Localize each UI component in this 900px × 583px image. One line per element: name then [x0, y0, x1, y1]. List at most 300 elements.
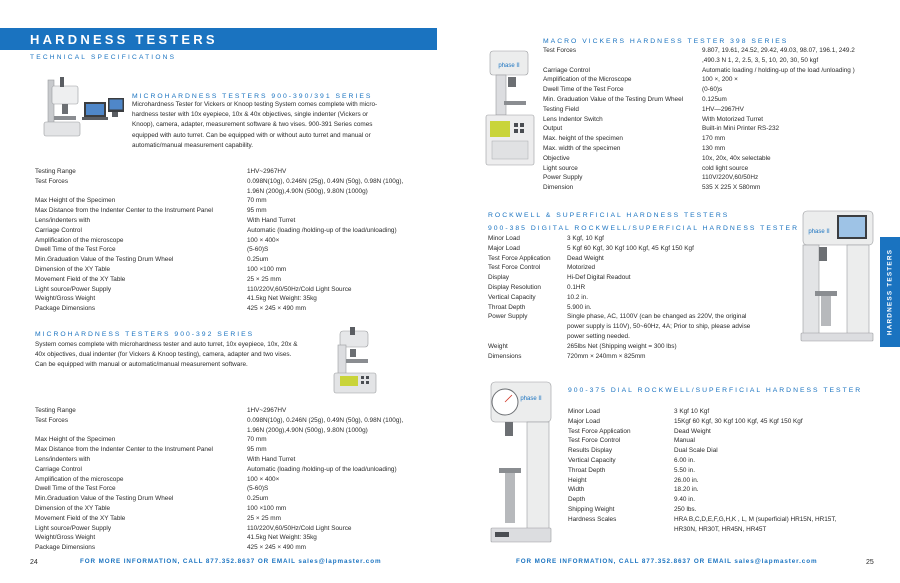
spec-row: [35, 445, 435, 455]
spec-table-900-375: [568, 407, 888, 534]
spec-row: [35, 177, 435, 197]
spec-label: Weight/Gross Weight: [35, 534, 96, 542]
spec-value: [702, 95, 883, 105]
spec-label: Testing Field: [543, 105, 579, 113]
spec-row: [488, 234, 778, 244]
spec-label: Test Force Application: [488, 254, 551, 262]
digital-rockwell-tester-image: [797, 205, 879, 345]
spec-label: Carriage Control: [35, 226, 82, 234]
spec-label: Depth: [568, 496, 586, 504]
spec-label: Vertical Capacity: [488, 293, 536, 301]
spec-value-line: 3 Kgf 10 Kgf: [674, 408, 710, 415]
spec-value: [567, 303, 778, 313]
spec-label: Width: [568, 486, 585, 494]
spec-value: [702, 85, 883, 95]
spec-row: [35, 275, 435, 285]
spec-row: [543, 105, 883, 115]
spec-row: [35, 304, 435, 314]
spec-value: [247, 236, 435, 246]
spec-value-line: 170 mm: [702, 135, 726, 143]
spec-value-line: 1HV~2967HV: [247, 168, 287, 175]
spec-row: [35, 255, 435, 265]
spec-row: [35, 236, 435, 246]
spec-label: Carriage Control: [543, 66, 590, 74]
spec-table-900-392: [35, 406, 435, 553]
spec-row: [35, 475, 435, 485]
section-title-900-375: 900-375 DIAL ROCKWELL/SUPERFICIAL HARDNESS TESTER: [568, 387, 863, 394]
section-subtitle: TECHNICAL SPECIFICATIONS: [30, 54, 177, 61]
spec-row: [543, 124, 883, 134]
spec-value: [567, 234, 778, 244]
spec-value-line: 15Kgf 60 Kgf, 30 Kgf 100 Kgf, 45 Kgf 150 Kgf: [674, 417, 803, 425]
spec-value-line: 10.2 in.: [567, 293, 588, 301]
spec-value: [247, 533, 435, 543]
description-line: 40x objectives, dual indenter (for Vickers & Knoop testing), camera, adapter and two vises.: [35, 351, 292, 359]
spec-row: [488, 352, 778, 362]
spec-value-line: 0.125um: [702, 95, 727, 103]
spec-value-line: ,490.3 N 1, 2, 2.5, 3, 5, 10, 20, 30, 50 kgf: [702, 56, 819, 64]
spec-value: [567, 312, 778, 341]
spec-value: [247, 177, 435, 197]
spec-value: [674, 417, 888, 427]
spec-value-line: Automatic loading / holding-up of the load /unloading ): [702, 66, 855, 74]
spec-value-line: 70 mm: [247, 197, 267, 205]
spec-value-line: 110/220V,60/50Hz/Cold Light Source: [247, 285, 352, 293]
spec-label: Light source/Power Supply: [35, 285, 112, 293]
spec-row: [543, 46, 883, 66]
spec-value: [702, 115, 883, 125]
spec-value: [702, 154, 883, 164]
spec-value-line: 18.20 in.: [674, 486, 699, 494]
spec-value-line: 535 X 225 X 580mm: [702, 184, 761, 192]
spec-value: [567, 352, 778, 362]
spec-value: [247, 406, 435, 416]
spec-value-line: power supply is 110V), 50~60Hz, 4A; Prior to ship, please advise: [567, 323, 751, 331]
spec-value-line: 425 × 245 × 490 mm: [247, 305, 306, 313]
spec-value: [567, 254, 778, 264]
spec-row: [568, 436, 888, 446]
spec-value-line: Dead Weight: [674, 427, 711, 435]
spec-value-line: 0.098N(10g), 0.246N (25g), 0.49N (50g), 0.98N (100g),: [247, 416, 404, 424]
spec-value: [674, 427, 888, 437]
description-line: hardness tester with 10x eyepiece, 10x & 40x objectives, single indenter (Vickers or: [132, 111, 369, 119]
spec-value: [702, 173, 883, 183]
spec-value-line: 26.00 in.: [674, 476, 699, 484]
spec-value: [702, 75, 883, 85]
spec-row: [35, 285, 435, 295]
spec-label: Dimension of the XY Table: [35, 265, 111, 273]
brand-label: phase II: [498, 63, 520, 69]
spec-value-line: 0.25um: [247, 256, 269, 264]
section-title-900-390: MICROHARDNESS TESTERS 900-390/391 SERIES: [132, 93, 373, 100]
spec-value: [247, 504, 435, 514]
spec-value-line: 100 ×100 mm: [247, 504, 287, 512]
spec-value-line: 1.96N (200g),4.90N (500g), 9.80N (1000g): [247, 426, 368, 434]
spec-label: Major Load: [488, 244, 520, 252]
spec-row: [543, 173, 883, 183]
brand-label: phase II: [520, 396, 542, 402]
spec-row: [568, 515, 888, 535]
vickers-tester-image: [330, 325, 380, 397]
spec-label: Dimension: [543, 184, 574, 192]
spec-value-line: 9.40 in.: [674, 496, 695, 504]
spec-row: [543, 85, 883, 95]
spec-value: [674, 505, 888, 515]
spec-label: Max Height of the Specimen: [35, 197, 116, 205]
spec-value-line: Manual: [674, 437, 695, 445]
spec-label: Weight: [488, 342, 508, 350]
spec-label: Movement Field of the XY Table: [35, 514, 126, 522]
spec-value: [567, 293, 778, 303]
spec-label: Test Forces: [543, 47, 577, 54]
spec-value: [247, 226, 435, 236]
spec-value-line: Automatic (loading /holding-up of the load/unloading): [247, 226, 397, 234]
spec-value-line: 95 mm: [247, 207, 267, 215]
spec-value: [247, 167, 435, 177]
spec-row: [35, 265, 435, 275]
spec-value: [674, 495, 888, 505]
spec-label: Test Force Control: [488, 264, 541, 272]
spec-label: Package Dimensions: [35, 305, 96, 313]
spec-row: [568, 446, 888, 456]
description-900-392: [35, 340, 335, 371]
spec-value-line: 0.098N(10g), 0.246N (25g), 0.49N (50g), 0.98N (100g),: [247, 177, 404, 185]
spec-row: [488, 254, 778, 264]
spec-row: [568, 417, 888, 427]
spec-value: [247, 304, 435, 314]
spec-row: [35, 533, 435, 543]
spec-value-line: 1HV~2967HV: [247, 407, 287, 414]
spec-row: [35, 416, 435, 436]
spec-label: Display Resolution: [488, 283, 541, 291]
spec-label: Testing Range: [35, 407, 76, 414]
spec-value-line: 100 ×100 mm: [247, 265, 287, 273]
brand-label: phase II: [808, 229, 830, 235]
footer-contact-left: FOR MORE INFORMATION, CALL 877.352.8637 OR EMAIL sales@lapmaster.com: [80, 558, 382, 565]
spec-row: [568, 466, 888, 476]
spec-row: [35, 514, 435, 524]
spec-value-line: 425 × 245 × 490 mm: [247, 544, 306, 552]
description-line: System comes complete with microhardness tester and auto turret, 10x eyepiece, 10x, 20x &: [35, 341, 298, 348]
spec-row: [35, 455, 435, 465]
spec-value-line: 1HV—2967HV: [702, 105, 744, 113]
spec-value-line: 70 mm: [247, 436, 267, 444]
spec-value: [567, 244, 778, 254]
spec-value: [674, 407, 888, 417]
spec-row: [543, 154, 883, 164]
spec-row: [35, 196, 435, 206]
spec-value-line: (5-60)S: [247, 485, 269, 493]
spec-value-line: 5.50 in.: [674, 466, 695, 474]
spec-row: [35, 484, 435, 494]
spec-value: [702, 46, 883, 66]
spec-value-line: With Hand Turret: [247, 216, 296, 224]
spec-label: Throat Depth: [568, 466, 606, 474]
spec-table-900-385: [488, 234, 778, 361]
spec-value-line: 0.1HR: [567, 283, 586, 291]
spec-value: [567, 283, 778, 293]
spec-value: [247, 196, 435, 206]
spec-value-line: Hi-Def Digital Readout: [567, 274, 631, 282]
description-line: automatic/manual measurement capability.: [132, 141, 254, 149]
spec-value: [674, 446, 888, 456]
page-number-left: 24: [30, 559, 38, 566]
section-title-900-392: MICROHARDNESS TESTERS 900-392 SERIES: [35, 331, 255, 338]
spec-value: [674, 456, 888, 466]
spec-row: [543, 164, 883, 174]
spec-value-line: 720mm × 240mm × 825mm: [567, 352, 646, 360]
spec-value-line: Built-in Mini Printer RS-232: [702, 125, 780, 133]
spec-value: [674, 436, 888, 446]
spec-label: Amplification of the microscope: [35, 236, 124, 244]
description-line: Knoop), camera, adapter, measurement software & two vises. 900-391 Series comes: [132, 121, 373, 129]
spec-label: Light source: [543, 164, 578, 172]
spec-label: Min. Graduation Value of the Testing Drum Wheel: [543, 95, 684, 103]
spec-row: [488, 342, 778, 352]
spec-row: [35, 435, 435, 445]
spec-label: Lens/indenters with: [35, 455, 91, 463]
spec-label: Minor Load: [568, 408, 600, 415]
spec-label: Power Supply: [543, 174, 583, 182]
spec-label: Light source/Power Supply: [35, 524, 112, 532]
side-tab: [880, 237, 900, 347]
spec-label: Test Force Application: [568, 427, 631, 435]
spec-value: [247, 294, 435, 304]
spec-label: Hardness Scales: [568, 515, 617, 523]
spec-table-398: [543, 46, 883, 193]
spec-label: Max. width of the specimen: [543, 144, 621, 152]
spec-value-line: 100 × 400×: [247, 475, 280, 483]
spec-value-line: HR30N, HR30T, HR45N, HR45T: [674, 525, 767, 533]
spec-value-line: Motorized: [567, 264, 596, 272]
spec-row: [543, 144, 883, 154]
spec-table-900-390: [35, 167, 435, 314]
spec-value: [247, 543, 435, 553]
spec-label: Results Display: [568, 447, 613, 455]
spec-value: [702, 66, 883, 76]
section-title-398: MACRO VICKERS HARDNESS TESTER 398 SERIES: [543, 38, 789, 45]
spec-value-line: 100 × 400×: [247, 236, 280, 244]
spec-value-line: 95 mm: [247, 446, 267, 454]
spec-value: [674, 466, 888, 476]
spec-label: Test Forces: [35, 416, 69, 424]
spec-label: Major Load: [568, 417, 600, 425]
spec-value-line: 100 ×, 200 ×: [702, 76, 738, 84]
spec-row: [568, 456, 888, 466]
spec-label: Dimensions: [488, 352, 522, 360]
spec-value: [247, 445, 435, 455]
spec-row: [35, 543, 435, 553]
spec-value-line: 3 Kgf, 10 Kgf: [567, 235, 604, 242]
description-line: Can be equipped with manual or automatic/manual measurement software.: [35, 361, 248, 369]
spec-value: [567, 342, 778, 352]
spec-label: Output: [543, 125, 563, 133]
spec-label: Amplification of the Microscope: [543, 76, 632, 84]
spec-value: [674, 515, 888, 535]
spec-label: Testing Range: [35, 168, 76, 175]
spec-label: Max Distance from the Indenter Center to the Instrument Panel: [35, 207, 213, 215]
spec-value: [247, 484, 435, 494]
spec-label: Lens Indentor Switch: [543, 115, 603, 123]
spec-label: Dwell Time of the Test Force: [35, 246, 116, 254]
spec-value: [247, 465, 435, 475]
spec-value-line: power setting needed.: [567, 332, 630, 340]
spec-value: [247, 265, 435, 275]
spec-row: [543, 134, 883, 144]
spec-row: [488, 244, 778, 254]
spec-row: [488, 303, 778, 313]
macro-vickers-tester-image: [480, 45, 540, 170]
spec-value: [567, 273, 778, 283]
side-tab-label: HARDNESS TESTERS: [886, 248, 894, 336]
spec-row: [543, 95, 883, 105]
spec-label: Carriage Control: [35, 465, 82, 473]
spec-row: [543, 183, 883, 193]
spec-value: [247, 524, 435, 534]
spec-value-line: (0-60)s: [702, 86, 723, 94]
spec-label: Dwell Time of the Test Force: [543, 86, 624, 94]
spec-value: [247, 275, 435, 285]
spec-value-line: 41.5kg Net Weight: 35kg: [247, 534, 317, 542]
spec-value-line: 25 × 25 mm: [247, 275, 281, 283]
spec-value: [247, 245, 435, 255]
spec-label: Lens/indenters with: [35, 216, 91, 224]
spec-row: [35, 504, 435, 514]
spec-label: Display: [488, 274, 509, 282]
spec-value: [702, 144, 883, 154]
spec-value-line: 130 mm: [702, 144, 726, 152]
spec-label: Max. height of the specimen: [543, 135, 623, 143]
spec-row: [35, 245, 435, 255]
spec-value-line: 25 × 25 mm: [247, 514, 281, 522]
spec-value-line: With Motorized Turret: [702, 115, 764, 123]
spec-value-line: Automatic (loading /holding-up of the load/unloading): [247, 465, 397, 473]
spec-label: Shipping Weight: [568, 505, 615, 513]
spec-value: [247, 514, 435, 524]
spec-value-line: 9.807, 19.61, 24.52, 29.42, 49.03, 98.07, 196.1, 249.2: [702, 47, 855, 54]
spec-row: [568, 485, 888, 495]
spec-row: [568, 407, 888, 417]
spec-value: [247, 206, 435, 216]
spec-value-line: 0.25um: [247, 495, 269, 503]
spec-value-line: 41.5kg Net Weight: 35kg: [247, 295, 317, 303]
spec-value-line: 1.96N (200g),4.90N (500g), 9.80N (1000g): [247, 187, 368, 195]
description-line: Microhardness Tester for Vickers or Knoop testing System comes complete with micro-: [132, 101, 378, 108]
description-line: equipped with auto turret. Can be equipped with or without auto turret and manual or: [132, 131, 371, 139]
spec-value-line: (5-60)S: [247, 246, 269, 254]
dial-rockwell-tester-image: [485, 378, 557, 548]
spec-row: [568, 505, 888, 515]
section-title-rockwell: ROCKWELL & SUPERFICIAL HARDNESS TESTERS: [488, 212, 730, 219]
spec-label: Vertical Capacity: [568, 456, 616, 464]
spec-value: [702, 124, 883, 134]
spec-label: Height: [568, 476, 587, 484]
spec-row: [35, 524, 435, 534]
microhardness-tester-image: [40, 72, 128, 142]
spec-value: [247, 494, 435, 504]
section-title-900-385: 900-385 DIGITAL ROCKWELL/SUPERFICIAL HARDNESS TESTER: [488, 225, 799, 232]
spec-label: Throat Depth: [488, 303, 526, 311]
spec-label: Test Force Control: [568, 437, 621, 445]
spec-value-line: Single phase, AC, 1100V (can be changed as 220V, the original: [567, 313, 747, 321]
spec-value: [247, 255, 435, 265]
spec-row: [35, 216, 435, 226]
spec-value: [702, 105, 883, 115]
spec-value: [674, 485, 888, 495]
spec-row: [488, 283, 778, 293]
spec-value-line: 10x, 20x, 40x selectable: [702, 154, 771, 162]
spec-value-line: Dual Scale Dial: [674, 447, 718, 455]
spec-value: [247, 216, 435, 226]
spec-row: [35, 206, 435, 216]
spec-value-line: 110V/220V,60/50Hz: [702, 174, 759, 182]
spec-value: [674, 476, 888, 486]
spec-label: Objective: [543, 154, 570, 162]
spec-value: [567, 263, 778, 273]
spec-value-line: Dead Weight: [567, 254, 604, 262]
spec-value-line: With Hand Turret: [247, 455, 296, 463]
spec-value: [702, 134, 883, 144]
description-900-390: [132, 100, 432, 151]
spec-label: Amplification of the microscope: [35, 475, 124, 483]
spec-row: [543, 75, 883, 85]
spec-label: Movement Field of the XY Table: [35, 275, 126, 283]
spec-label: Max Distance from the Indenter Center to the Instrument Panel: [35, 446, 213, 454]
spec-label: Min.Graduation Value of the Testing Drum Wheel: [35, 256, 174, 264]
spec-value: [247, 475, 435, 485]
spec-value-line: 110/220V,60/50Hz/Cold Light Source: [247, 524, 352, 532]
spec-row: [568, 476, 888, 486]
spec-row: [35, 406, 435, 416]
spec-label: Max Height of the Specimen: [35, 436, 116, 444]
spec-label: Dwell Time of the Test Force: [35, 485, 116, 493]
spec-label: Power Supply: [488, 313, 528, 321]
right-page: [450, 0, 900, 583]
spec-value: [247, 455, 435, 465]
spec-label: Package Dimensions: [35, 544, 96, 552]
page-title: HARDNESS TESTERS: [30, 32, 218, 47]
spec-value: [247, 416, 435, 436]
spec-row: [35, 465, 435, 475]
page-number-right: 25: [866, 559, 874, 566]
spec-label: Dimension of the XY Table: [35, 504, 111, 512]
spec-value-line: 265lbs Net (Shipping weight = 300 lbs): [567, 342, 677, 350]
spec-row: [35, 226, 435, 236]
spec-value-line: 250 lbs.: [674, 505, 697, 513]
footer-contact-right: FOR MORE INFORMATION, CALL 877.352.8637 OR EMAIL sales@lapmaster.com: [516, 558, 818, 565]
spec-value: [247, 285, 435, 295]
spec-row: [35, 167, 435, 177]
spec-row: [35, 494, 435, 504]
spec-row: [568, 495, 888, 505]
spec-row: [543, 115, 883, 125]
spec-value-line: cold light source: [702, 164, 749, 172]
spec-value-line: 5 Kgf 60 Kgf, 30 Kgf 100 Kgf, 45 Kgf 150 Kgf: [567, 244, 694, 252]
spec-row: [543, 66, 883, 76]
spec-row: [35, 294, 435, 304]
spec-label: Test Forces: [35, 177, 69, 185]
spec-label: Minor Load: [488, 235, 520, 242]
spec-value: [702, 164, 883, 174]
spec-value-line: HRA B,C,D,E,F,G,H,K , L, M (superficial) HR15N, HR15T,: [674, 515, 837, 523]
spec-label: Weight/Gross Weight: [35, 295, 96, 303]
spec-row: [488, 263, 778, 273]
spec-label: Min.Graduation Value of the Testing Drum Wheel: [35, 495, 174, 503]
spec-row: [488, 293, 778, 303]
spec-value: [702, 183, 883, 193]
spec-row: [568, 427, 888, 437]
spec-value-line: 5.900 in.: [567, 303, 592, 311]
